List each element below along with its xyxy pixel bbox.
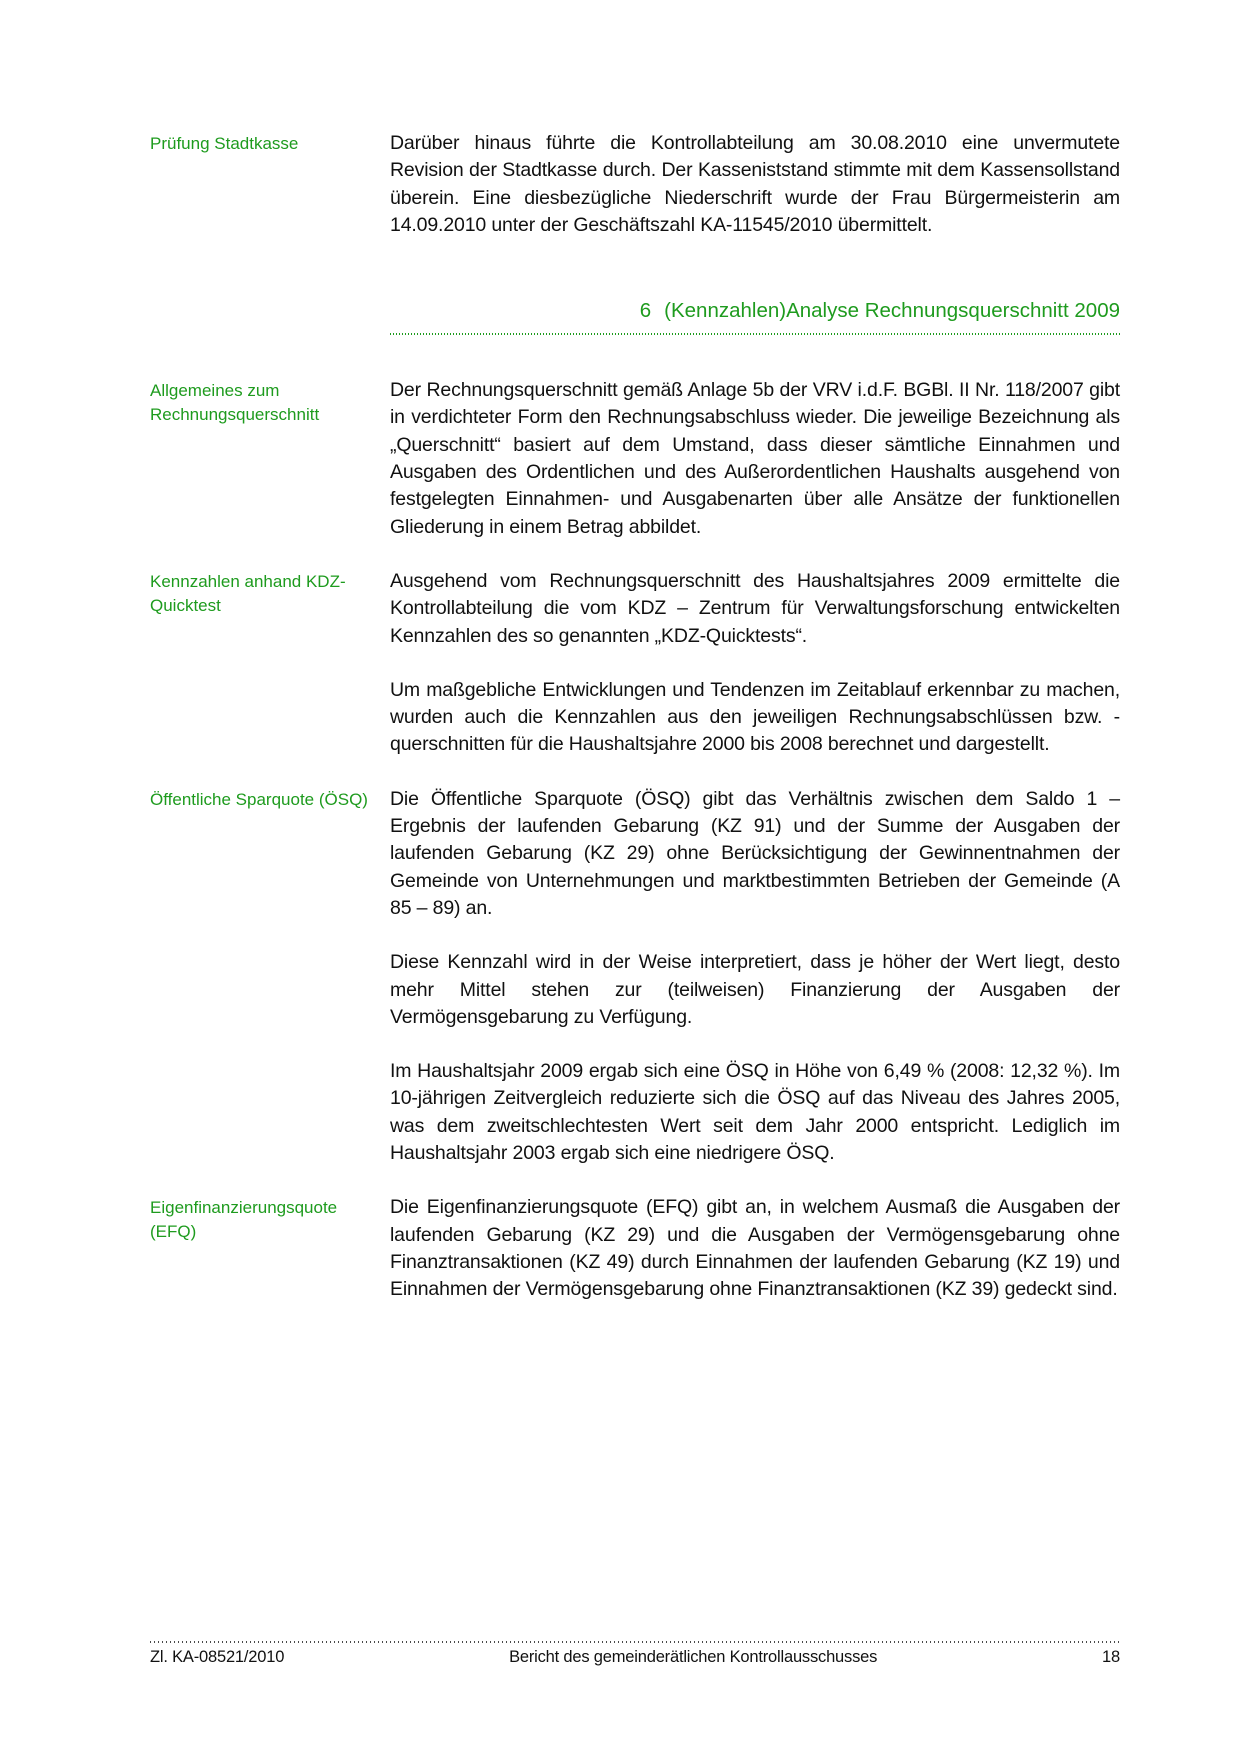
paragraph: Ausgehend vom Rechnungsquerschnitt des Haushaltsjahres 2009 ermittelte die Kontrollabteilung die vom KDZ – Zentrum für Verwaltungsforschung entwickelten Kennzahlen des so genannten „KDZ-Quicktests“. — [390, 569, 1120, 647]
footer-title: Bericht des gemeinderätlichen Kontrollausschusses — [509, 1648, 878, 1666]
paragraph: Der Rechnungsquerschnitt gemäß Anlage 5b der VRV i.d.F. BGBl. II Nr. 118/2007 gibt in verdichteter Form den Rechnungsabschluss wieder. Die jeweilige Bezeichnung als „Querschnitt“ basiert auf dem Umstand, dass dieser sämtliche Einnahmen und Ausgaben des Ordentlichen und des Außerordentlichen Haushalts ausgehend von festgelegten Einnahmen- und Ausgabenarten über alle Ansätze der funktionellen Gliederung in einem Betrag abbildet. — [390, 379, 1120, 538]
paragraph: Um maßgebliche Entwicklungen und Tendenzen im Zeitablauf erkennbar zu machen, wurden auch die Kennzahlen aus den jeweiligen Rechnungsabschlüssen bzw. -querschnitten für die Haushaltsjahre 2000 bis 2008 berechnet und dargestellt. — [390, 678, 1120, 756]
section-pruefung-stadtkasse — [150, 130, 1120, 266]
section-body — [390, 1194, 1120, 1330]
footer-divider — [150, 1641, 1120, 1643]
page-footer — [150, 1641, 1120, 1668]
margin-label: Kennzahlen anhand KDZ-Quicktest — [150, 571, 346, 615]
footer-page-number: 18 — [1102, 1648, 1120, 1666]
paragraph: Im Haushaltsjahr 2009 ergab sich eine ÖSQ in Höhe von 6,49 % (2008: 12,32 %). Im 10-jährigen Zeitvergleich reduzierte sich die ÖSQ auf das Niveau des Jahres 2005, was dem zweitschlechtesten Wert seit dem Jahr 2000 entspricht. Lediglich im Haushaltsjahr 2003 ergab sich eine niedrigere ÖSQ. — [390, 1060, 1120, 1165]
paragraph: Die Eigenfinanzierungsquote (EFQ) gibt an, in welchem Ausmaß die Ausgaben der laufenden Gebarung (KZ 29) und die Ausgaben der Vermögensgebarung ohne Finanztransaktionen (KZ 49) durch Einnahmen der laufenden Gebarung (KZ 19) und Einnahmen der Vermögensgebarung ohne Finanztransaktionen (KZ 39) gedeckt sind. — [390, 1196, 1120, 1301]
margin-label: Prüfung Stadtkasse — [150, 134, 299, 153]
margin-label: Öffentliche Sparquote (ÖSQ) — [150, 789, 368, 809]
section-body — [390, 377, 1120, 568]
footer-row — [150, 1646, 1120, 1668]
paragraph: Die Öffentliche Sparquote (ÖSQ) gibt das Verhältnis zwischen dem Saldo 1 – Ergebnis der laufenden Gebarung (KZ 91) und der Summe der Ausgaben der laufenden Gebarung (KZ 29) ohne Berücksichtigung der Gewinnentnahmen der Gemeinde von Unternehmungen und marktbestimmten Betrieben der Gemeinde (A 85 – 89) an. — [390, 787, 1120, 919]
section-oeffentliche-sparquote — [150, 786, 1120, 1195]
section-allgemeines-rechnungsquerschnitt — [150, 377, 1120, 568]
chapter-heading — [390, 298, 1120, 335]
section-body — [390, 130, 1120, 266]
margin-label: Eigenfinanzierungsquote (EFQ) — [150, 1198, 338, 1242]
paragraph: Darüber hinaus führte die Kontrollabteilung am 30.08.2010 eine unvermutete Revision der Stadtkasse durch. Der Kasseniststand stimmte mit dem Kassensollstand überein. Eine diesbezügliche Niederschrift wurde der Frau Bürgermeisterin am 14.09.2010 unter der Geschäftszahl KA-11545/2010 übermittelt. — [390, 132, 1120, 236]
paragraph: Diese Kennzahl wird in der Weise interpretiert, dass je höher der Wert liegt, desto mehr Mittel stehen zur (teilweisen) Finanzierung der Ausgaben der Vermögensgebarung zu Verfügung. — [390, 951, 1120, 1028]
chapter-number: 6 — [639, 299, 652, 323]
section-eigenfinanzierungsquote — [150, 1194, 1120, 1330]
chapter-title: (Kennzahlen)Analyse Rechnungsquerschnitt 2009 — [664, 299, 1120, 323]
footer-reference: Zl. KA-08521/2010 — [150, 1648, 285, 1666]
section-body — [390, 568, 1120, 786]
margin-label: Allgemeines zum Rechnungsquerschnitt — [150, 381, 320, 425]
section-body — [390, 786, 1120, 1195]
section-kennzahlen-kdz-quicktest — [150, 568, 1120, 786]
